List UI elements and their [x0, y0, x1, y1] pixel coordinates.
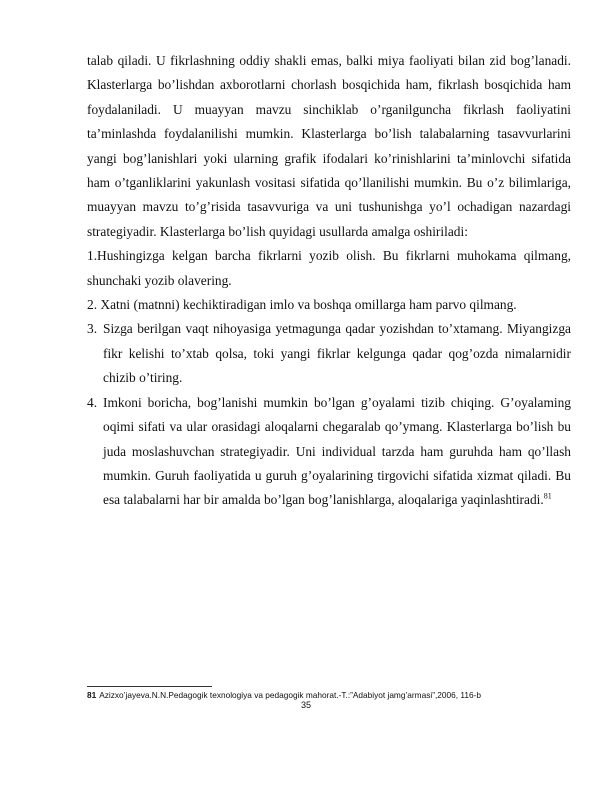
list-item-number: 2.: [87, 297, 98, 313]
list-item: 3. Sizga berilgan vaqt nihoyasiga yetmagunga qadar yozishdan to’xtamang. Miyangizga fikr kelishi to’xtab qolsa, toki yangi fikrlar kelgunga qadar qog’ozda nimalarnidir chizib o’tiring.: [87, 317, 571, 390]
list-item: [87, 293, 571, 317]
footnote-reference[interactable]: 81: [543, 491, 552, 501]
page-number: 35: [300, 700, 311, 710]
intro-paragraph: talab qiladi. U fikrlashning oddiy shakli emas, balki miya faoliyati bilan zid bog’lanadi. Klasterlarga bo’lishdan axborotlarni chorlash bosqichida ham, fikrlash bosqichida ham foydalaniladi. U muayyan mavzu sinchiklab o’rganilguncha fikrlash faoliyatini ta’minlashda foydalanilishi mumkin. Klasterlarga bo’lish talabalarning tasavvurlarini yangi bog’lanishlari yoki ularning grafik ifodalari ko’rinishlarini ta’minlovchi sifatida ham o’tganliklarini yakunlash vositasi sifatida qo’llanilishi mumkin. Bu o’z bilimlariga, muayyan mavzu to’g’risida tasavvuriga va uni tushunishga yo’l ochadigan nazardagi strategiyadir. Klasterlarga bo’lish quyidagi usullarda amalga oshiriladi:: [87, 53, 571, 239]
list-item: [87, 244, 571, 293]
list-item-text: Hushingizga kelgan barcha fikrlarni yozib olish. Bu fikrlarni muhokama qilmang, shunchaki yozib olavering.: [87, 248, 571, 288]
footnote-number: 81: [87, 690, 97, 700]
method-list: [87, 244, 571, 512]
footnote-divider: [87, 686, 212, 687]
list-item-text: Imkoni boricha, bog’lanishi mumkin bo’lgan g’oyalami tizib chiqing. G’oyalaming oqimi sifati va ular orasidagi aloqalarni chegaralab qo’ymang. Klasterlarga bo’lish bu juda moslashuvchan strategiyadir. Uni individual tarzda ham guruhda ham qo’llash mumkin. Guruh faoliyatida u guruh g’oyalarining tirgovichi sifatida xizmat qiladi. Bu esa talabalarni har bir amalda bo’lgan bog’lanishlarga, aloqalariga yaqinlashtiradi.: [103, 394, 571, 508]
list-item-text: Sizga berilgan vaqt nihoyasiga yetmagunga qadar yozishdan to’xtamang. Miyangizga fikr kelishi to’xtab qolsa, toki yangi fikrlar kelgunga qadar qog’ozda nimalarnidir chizib o’tiring.: [103, 321, 571, 386]
list-item: 4. Imkoni boricha, bog’lanishi mumkin bo’lgan g’oyalami tizib chiqing. G’oyalaming oqimi sifati va ular orasidagi aloqalarni chegaralab qo’ymang. Klasterlarga bo’lish bu juda moslashuvchan strategiyadir. Uni individual tarzda ham guruhda ham qo’llash mumkin. Guruh faoliyatida u guruh g’oyalarining tirgovichi sifatida xizmat qiladi. Bu esa talabalarni har bir amalda bo’lgan bog’lanishlarga, aloqalariga yaqinlashtiradi.$^{81}$: [87, 391, 571, 513]
body-text: [87, 49, 571, 513]
list-item-number: 1.: [87, 248, 98, 264]
footnote-text: Azizxo’jayeva.N.N.Pedagogik texnologiya va pedagogik mahorat.-T.:”Adabiyot jamg’armasi”,2006, 116-b: [99, 690, 481, 700]
list-item-text: Xatni (matnni) kechiktiradigan imlo va boshqa omillarga ham parvo qilmang.: [100, 297, 517, 313]
list-item-text-wrap: [87, 391, 571, 513]
